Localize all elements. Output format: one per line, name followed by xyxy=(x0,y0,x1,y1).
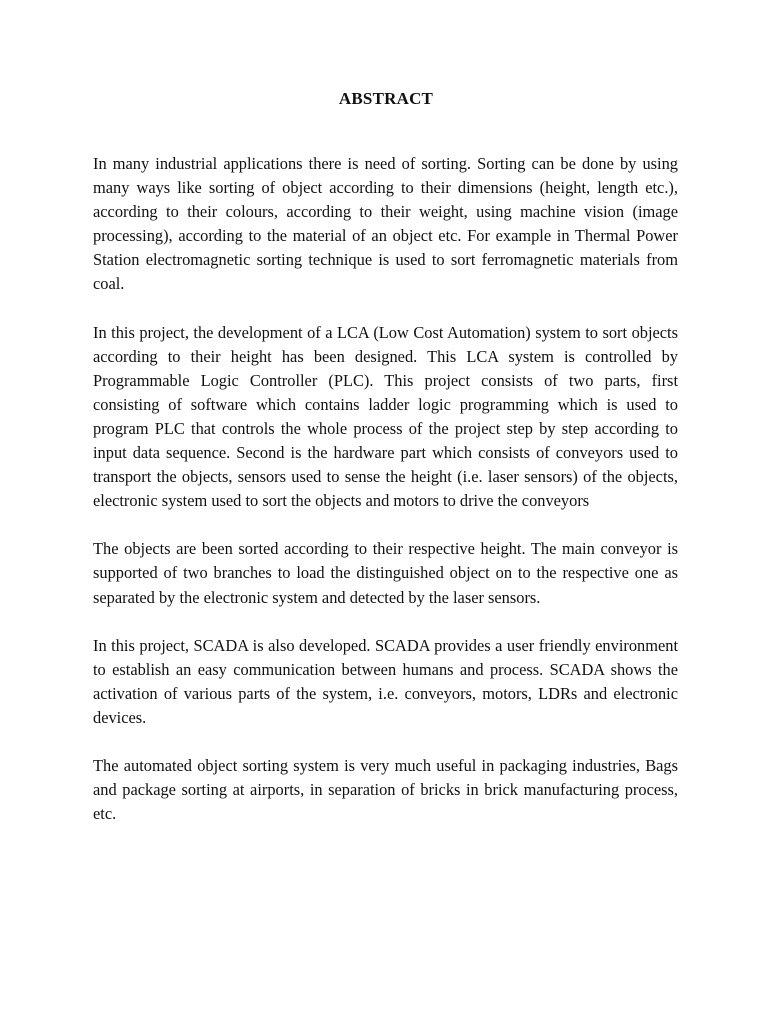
abstract-body xyxy=(93,152,678,850)
page-title: ABSTRACT xyxy=(338,89,434,108)
paragraph-conveyor: The objects are been sorted according to their respective height. The main conveyor is supported of two branches to load the distinguished object on to the respective one as separated by the electronic system and detected by the laser sensors. xyxy=(93,539,678,607)
paragraph-sorting-intro: In many industrial applications there is need of sorting. Sorting can be done by using many ways like sorting of object according to their dimensions (height, length etc.), according to their colours, according to their weight, using machine vision (image processing), according to the material of an object etc. For example in Thermal Power Station electromagnetic sorting technique is used to sort ferromagnetic materials from coal. xyxy=(93,154,678,294)
paragraph-applications: The automated object sorting system is very much useful in packaging industries, Bags and package sorting at airports, in separation of bricks in brick manufacturing process, etc. xyxy=(93,755,678,824)
paragraph-lca-system: In this project, the development of a LCA (Low Cost Automation) system to sort objects according to their height has been designed. This LCA system is controlled by Programmable Logic Controller (PLC). This project consists of two parts, first consisting of software which contains ladder logic programming which is used to program PLC that controls the whole process of the project step by step according to input data sequence. Second is the hardware part which consists of conveyors used to transport the objects, sensors used to sense the height (i.e. laser sensors) of the objects, electronic system used to sort the objects and motors to drive the conveyors xyxy=(93,322,678,511)
paragraph-scada: In this project, SCADA is also developed. SCADA provides a user friendly environment to establish an easy communication between humans and process. SCADA shows the activation of various parts of the system, i.e. conveyors, motors, LDRs and electronic devices. xyxy=(93,635,678,727)
